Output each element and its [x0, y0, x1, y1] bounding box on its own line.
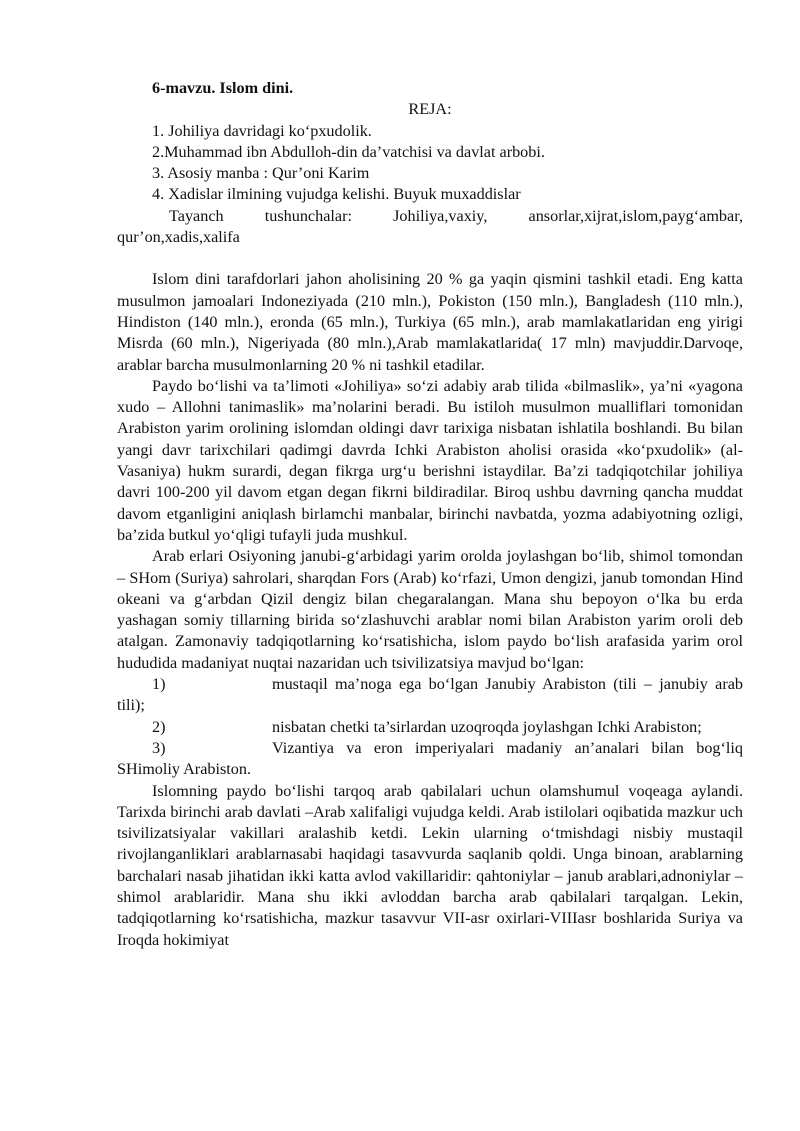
item-number: 1)	[152, 675, 166, 694]
document-page	[117, 78, 743, 951]
item-text: Vizantiya va eron imperiyalari madaniy an’analari bilan bog‘liq SHimoliy Arabiston.	[117, 738, 743, 779]
item-number: 3)	[152, 738, 166, 757]
plan-item: 4. Xadislar ilmining vujudga kelishi. Buyuk muxaddislar	[152, 185, 521, 204]
paragraph: Paydo bo‘lishi va ta’limoti «Johiliya» so‘zi adabiy arab tilida «bilmaslik», ya’ni «yagona xudo – Allohni tanimaslik» ma’nolarini beradi. Bu istiloh musulmon mualliflari tomonidan Arabiston yarim orolining islomdan oldingi davr tarixiga nisbatan ishlatila boshlandi. Bu bilan yangi davr tarixchilari qadimgi davrda Ichki Arabiston aholisi orasida «ko‘pxudolik» (al-Vasaniya) hukm surardi, degan fikrga urg‘u berishni istaydilar. Ba’zi tadqiqotchilar johiliya davri 100-200 yil davom etgan degan fikrni bildiradilar. Biroq ushbu davrning qancha muddat davom etganligini aniqlash birlamchi manbalar, birinchi navbatda, yozma adabiyotning ozligi, ba’zida butkul yo‘qligi tufayli juda mushkul.	[117, 376, 743, 544]
page-title: 6-mavzu. Islom dini.	[152, 79, 294, 97]
plan-item: 3. Asosiy manba : Qur’oni Karim	[152, 164, 370, 183]
plan-list	[117, 121, 743, 206]
plan-heading: REJA:	[408, 100, 452, 119]
plan-item: 1. Johiliya davridagi ko‘pxudolik.	[152, 121, 372, 140]
civilization-item	[117, 717, 743, 738]
spacer	[117, 248, 743, 269]
civilization-item	[117, 674, 743, 717]
key-concepts: Tayanch tushunchalar: Johiliya,vaxiy, ansorlar,xijrat,islom,payg‘ambar, qur’on,xadis,xalifa	[117, 206, 743, 247]
item-number: 2)	[152, 717, 166, 736]
paragraph: Arab erlari Osiyoning janubi-g‘arbidagi yarim orolda joylashgan bo‘lib, shimol tomondan – SHom (Suriya) sahrolari, sharqdan Fors (Arab) ko‘rfazi, Umon dengizi, janub tomondan Hind okeani va g‘arbdan Qizil dengiz bilan chegaralangan. Mana shu bepoyon o‘lka bu erda yashagan somiy tillarning birida so‘zlashuvchi arablar nomi bilan Arabiston yarim oroli deb atalgan. Zamonaviy tadqiqotlarning ko‘rsatishicha, islom paydo bo‘lish arafasida yarim orol hududida madaniyat nuqtai nazaridan uch tsivilizatsiya mavjud bo‘lgan:	[117, 547, 743, 672]
plan-item: 2.Muhammad ibn Abdulloh-din da’vatchisi va davlat arbobi.	[152, 142, 545, 161]
item-text: mustaqil ma’noga ega bo‘lgan Janubiy Arabiston (tili – janubiy arab tili);	[117, 675, 743, 715]
paragraph: Islom dini tarafdorlari jahon aholisining 20 % ga yaqin qismini tashkil etadi. Eng katta musulmon jamoalari Indoneziyada (210 mln.), Pokiston (150 mln.), Bangladesh (110 mln.), Hindiston (140 mln.), eronda (65 mln.), Turkiya (65 mln.), arab mamlakatlaridan eng yirigi Misrda (60 mln.), Nigeriyada (80 mln.),Arab mamlakatlarida( 17 mln) mavjuddir.Darvoqe, arablar barcha musulmonlarning 20 % ni tashkil etadilar.	[117, 270, 743, 374]
civilization-item	[117, 738, 743, 781]
paragraph: Islomning paydo bo‘lishi tarqoq arab qabilalari uchun olamshumul voqeaga aylandi. Tarixda birinchi arab davlati –Arab xalifaligi vujudga keldi. Arab istilolari oqibatida mazkur uch tsivilizatsiyalar vakillari aralashib ketdi. Lekin ularning o‘tmishdagi nisbiy mustaqil rivojlanganliklari arablarnasabi haqidagi tasavvurda saqlanib qoldi. Unga binoan, arablarning barchalari nasab jihatidan ikki katta avlod vakillaridir: qahtoniylar – janub arablari,adnoniylar – shimol arablaridir. Mana shu ikki avloddan barcha arab qabilalari tarqalgan. Lekin, tadqiqotlarning ko‘rsatishicha, mazkur tasavvur VII-asr oxirlari-VIIIasr boshlarida Suriya va Iroqda hokimiyat	[117, 781, 743, 949]
item-text: nisbatan chetki ta’sirlardan uzoqroqda joylashgan Ichki Arabiston;	[272, 717, 702, 736]
